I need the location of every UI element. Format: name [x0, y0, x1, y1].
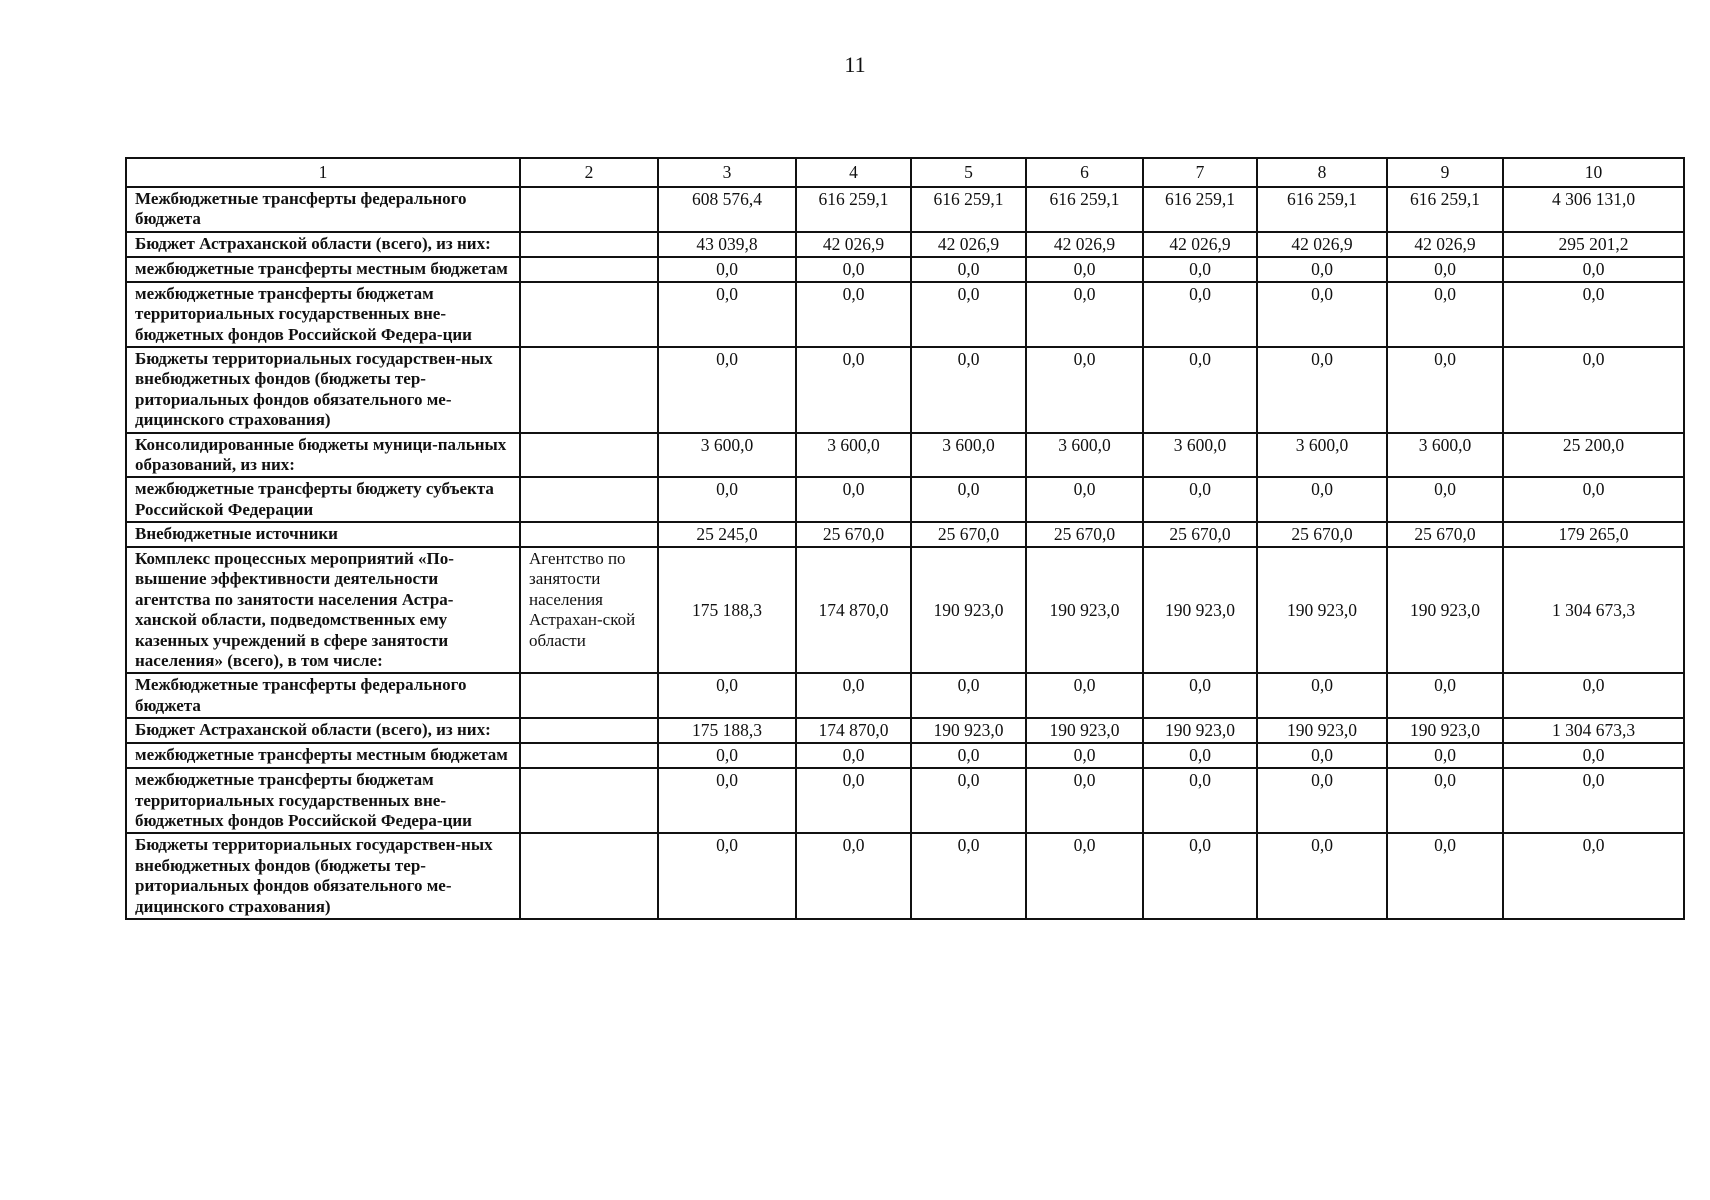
responsible-cell	[520, 768, 658, 833]
header-cell-col-4: 4	[796, 158, 911, 187]
responsible-cell	[520, 282, 658, 347]
value-cell-col-8: 190 923,0	[1257, 718, 1387, 743]
value-cell-col-9: 25 670,0	[1387, 522, 1503, 547]
value-cell-col-3: 0,0	[658, 282, 796, 347]
value-cell-col-10: 4 306 131,0	[1503, 187, 1684, 232]
value-cell-col-4: 0,0	[796, 743, 911, 768]
value-cell-col-8: 0,0	[1257, 673, 1387, 718]
value-cell-col-7: 0,0	[1143, 282, 1257, 347]
value-cell-col-5: 0,0	[911, 257, 1026, 282]
value-cell-col-10: 295 201,2	[1503, 232, 1684, 257]
responsible-cell	[520, 257, 658, 282]
responsible-cell	[520, 718, 658, 743]
value-cell-col-7: 0,0	[1143, 743, 1257, 768]
responsible-cell: Агентство по занятости населения Астрахан-ской области	[520, 547, 658, 673]
header-cell-col-8: 8	[1257, 158, 1387, 187]
value-cell-col-3: 43 039,8	[658, 232, 796, 257]
value-cell-col-8: 190 923,0	[1257, 547, 1387, 673]
value-cell-col-9: 0,0	[1387, 347, 1503, 433]
value-cell-col-8: 0,0	[1257, 833, 1387, 919]
value-cell-col-6: 0,0	[1026, 477, 1143, 522]
value-cell-col-10: 0,0	[1503, 673, 1684, 718]
value-cell-col-6: 42 026,9	[1026, 232, 1143, 257]
value-cell-col-4: 25 670,0	[796, 522, 911, 547]
responsible-cell	[520, 187, 658, 232]
row-name-cell: Бюджет Астраханской области (всего), из них:	[126, 232, 520, 257]
value-cell-col-6: 0,0	[1026, 347, 1143, 433]
row-name-cell: межбюджетные трансферты местным бюджетам	[126, 743, 520, 768]
value-cell-col-7: 0,0	[1143, 768, 1257, 833]
responsible-cell	[520, 347, 658, 433]
value-cell-col-6: 190 923,0	[1026, 547, 1143, 673]
value-cell-col-4: 0,0	[796, 673, 911, 718]
table-row	[126, 433, 1684, 478]
value-cell-col-7: 42 026,9	[1143, 232, 1257, 257]
value-cell-col-3: 0,0	[658, 257, 796, 282]
value-cell-col-3: 608 576,4	[658, 187, 796, 232]
row-name-cell: Комплекс процессных мероприятий «По-вышение эффективности деятельности агентства по занятости населения Астра-ханской области, подведомственных ему казенных учреждений в сфере занятости населения» (всего), в том числе:	[126, 547, 520, 673]
value-cell-col-3: 175 188,3	[658, 547, 796, 673]
responsible-cell	[520, 673, 658, 718]
header-cell-col-5: 5	[911, 158, 1026, 187]
header-row	[126, 158, 1684, 187]
header-cell-col-3: 3	[658, 158, 796, 187]
value-cell-col-9: 0,0	[1387, 833, 1503, 919]
header-cell-col-1: 1	[126, 158, 520, 187]
row-name-cell: межбюджетные трансферты местным бюджетам	[126, 257, 520, 282]
value-cell-col-6: 616 259,1	[1026, 187, 1143, 232]
value-cell-col-3: 0,0	[658, 743, 796, 768]
row-name-cell: Межбюджетные трансферты федерального бюджета	[126, 673, 520, 718]
value-cell-col-8: 0,0	[1257, 347, 1387, 433]
value-cell-col-4: 0,0	[796, 257, 911, 282]
value-cell-col-8: 616 259,1	[1257, 187, 1387, 232]
value-cell-col-10: 0,0	[1503, 833, 1684, 919]
table-header	[126, 158, 1684, 187]
value-cell-col-4: 0,0	[796, 282, 911, 347]
value-cell-col-8: 42 026,9	[1257, 232, 1387, 257]
value-cell-col-5: 616 259,1	[911, 187, 1026, 232]
value-cell-col-3: 0,0	[658, 347, 796, 433]
value-cell-col-7: 616 259,1	[1143, 187, 1257, 232]
value-cell-col-8: 0,0	[1257, 257, 1387, 282]
value-cell-col-7: 0,0	[1143, 477, 1257, 522]
value-cell-col-3: 25 245,0	[658, 522, 796, 547]
value-cell-col-5: 0,0	[911, 347, 1026, 433]
value-cell-col-3: 0,0	[658, 768, 796, 833]
value-cell-col-3: 3 600,0	[658, 433, 796, 478]
header-cell-col-7: 7	[1143, 158, 1257, 187]
value-cell-col-5: 0,0	[911, 833, 1026, 919]
responsible-cell	[520, 232, 658, 257]
value-cell-col-5: 190 923,0	[911, 718, 1026, 743]
value-cell-col-3: 0,0	[658, 833, 796, 919]
table-row	[126, 718, 1684, 743]
value-cell-col-6: 0,0	[1026, 673, 1143, 718]
value-cell-col-8: 0,0	[1257, 477, 1387, 522]
row-name-cell: межбюджетные трансферты бюджету субъекта Российской Федерации	[126, 477, 520, 522]
value-cell-col-9: 616 259,1	[1387, 187, 1503, 232]
value-cell-col-10: 25 200,0	[1503, 433, 1684, 478]
table-body	[126, 187, 1684, 919]
value-cell-col-9: 190 923,0	[1387, 718, 1503, 743]
row-name-cell: межбюджетные трансферты бюджетам территориальных государственных вне-бюджетных фондов Российской Федера-ции	[126, 768, 520, 833]
table-row	[126, 673, 1684, 718]
header-cell-col-2: 2	[520, 158, 658, 187]
row-name-cell: Бюджет Астраханской области (всего), из них:	[126, 718, 520, 743]
table-row	[126, 477, 1684, 522]
value-cell-col-4: 3 600,0	[796, 433, 911, 478]
value-cell-col-5: 0,0	[911, 477, 1026, 522]
row-name-cell: Консолидированные бюджеты муници-пальных образований, из них:	[126, 433, 520, 478]
value-cell-col-3: 0,0	[658, 673, 796, 718]
value-cell-col-5: 0,0	[911, 743, 1026, 768]
row-name-cell: Межбюджетные трансферты федерального бюджета	[126, 187, 520, 232]
table-row	[126, 187, 1684, 232]
value-cell-col-5: 190 923,0	[911, 547, 1026, 673]
row-name-cell: Внебюджетные источники	[126, 522, 520, 547]
row-name-cell: Бюджеты территориальных государствен-ных внебюджетных фондов (бюджеты тер-риториальных фондов обязательного ме-дицинского страхования)	[126, 833, 520, 919]
responsible-cell	[520, 433, 658, 478]
value-cell-col-9: 3 600,0	[1387, 433, 1503, 478]
table-row	[126, 282, 1684, 347]
responsible-cell	[520, 743, 658, 768]
table-row	[126, 833, 1684, 919]
value-cell-col-6: 3 600,0	[1026, 433, 1143, 478]
value-cell-col-3: 175 188,3	[658, 718, 796, 743]
value-cell-col-10: 179 265,0	[1503, 522, 1684, 547]
value-cell-col-8: 0,0	[1257, 282, 1387, 347]
value-cell-col-7: 0,0	[1143, 257, 1257, 282]
value-cell-col-4: 174 870,0	[796, 718, 911, 743]
value-cell-col-4: 42 026,9	[796, 232, 911, 257]
value-cell-col-9: 0,0	[1387, 673, 1503, 718]
value-cell-col-4: 0,0	[796, 833, 911, 919]
value-cell-col-6: 0,0	[1026, 743, 1143, 768]
value-cell-col-7: 25 670,0	[1143, 522, 1257, 547]
value-cell-col-7: 3 600,0	[1143, 433, 1257, 478]
value-cell-col-9: 42 026,9	[1387, 232, 1503, 257]
row-name-cell: межбюджетные трансферты бюджетам территориальных государственных вне-бюджетных фондов Российской Федера-ции	[126, 282, 520, 347]
value-cell-col-6: 0,0	[1026, 257, 1143, 282]
value-cell-col-10: 0,0	[1503, 743, 1684, 768]
value-cell-col-6: 0,0	[1026, 833, 1143, 919]
value-cell-col-9: 0,0	[1387, 743, 1503, 768]
value-cell-col-3: 0,0	[658, 477, 796, 522]
value-cell-col-6: 0,0	[1026, 282, 1143, 347]
value-cell-col-7: 0,0	[1143, 347, 1257, 433]
value-cell-col-4: 0,0	[796, 768, 911, 833]
value-cell-col-6: 190 923,0	[1026, 718, 1143, 743]
responsible-cell	[520, 477, 658, 522]
value-cell-col-5: 0,0	[911, 768, 1026, 833]
header-cell-col-6: 6	[1026, 158, 1143, 187]
value-cell-col-9: 0,0	[1387, 282, 1503, 347]
value-cell-col-10: 1 304 673,3	[1503, 547, 1684, 673]
table-row	[126, 547, 1684, 673]
value-cell-col-6: 0,0	[1026, 768, 1143, 833]
value-cell-col-5: 3 600,0	[911, 433, 1026, 478]
table-row	[126, 768, 1684, 833]
value-cell-col-8: 0,0	[1257, 743, 1387, 768]
value-cell-col-7: 190 923,0	[1143, 547, 1257, 673]
header-cell-col-10: 10	[1503, 158, 1684, 187]
value-cell-col-9: 0,0	[1387, 768, 1503, 833]
value-cell-col-4: 174 870,0	[796, 547, 911, 673]
value-cell-col-5: 42 026,9	[911, 232, 1026, 257]
page-number: 11	[844, 52, 866, 77]
value-cell-col-10: 0,0	[1503, 347, 1684, 433]
value-cell-col-9: 190 923,0	[1387, 547, 1503, 673]
value-cell-col-9: 0,0	[1387, 477, 1503, 522]
value-cell-col-10: 0,0	[1503, 477, 1684, 522]
value-cell-col-8: 25 670,0	[1257, 522, 1387, 547]
responsible-cell	[520, 833, 658, 919]
value-cell-col-9: 0,0	[1387, 257, 1503, 282]
value-cell-col-10: 0,0	[1503, 257, 1684, 282]
value-cell-col-6: 25 670,0	[1026, 522, 1143, 547]
row-name-cell: Бюджеты территориальных государствен-ных внебюджетных фондов (бюджеты тер-риториальных фондов обязательного ме-дицинского страхования)	[126, 347, 520, 433]
table-row	[126, 232, 1684, 257]
value-cell-col-5: 0,0	[911, 673, 1026, 718]
responsible-cell	[520, 522, 658, 547]
value-cell-col-8: 3 600,0	[1257, 433, 1387, 478]
value-cell-col-7: 190 923,0	[1143, 718, 1257, 743]
value-cell-col-4: 0,0	[796, 477, 911, 522]
value-cell-col-4: 0,0	[796, 347, 911, 433]
table-row	[126, 347, 1684, 433]
value-cell-col-7: 0,0	[1143, 673, 1257, 718]
value-cell-col-4: 616 259,1	[796, 187, 911, 232]
header-cell-col-9: 9	[1387, 158, 1503, 187]
value-cell-col-8: 0,0	[1257, 768, 1387, 833]
value-cell-col-5: 25 670,0	[911, 522, 1026, 547]
table-row	[126, 257, 1684, 282]
value-cell-col-10: 0,0	[1503, 282, 1684, 347]
value-cell-col-10: 0,0	[1503, 768, 1684, 833]
table-row	[126, 522, 1684, 547]
table-row	[126, 743, 1684, 768]
value-cell-col-5: 0,0	[911, 282, 1026, 347]
budget-table	[125, 157, 1685, 920]
value-cell-col-7: 0,0	[1143, 833, 1257, 919]
value-cell-col-10: 1 304 673,3	[1503, 718, 1684, 743]
